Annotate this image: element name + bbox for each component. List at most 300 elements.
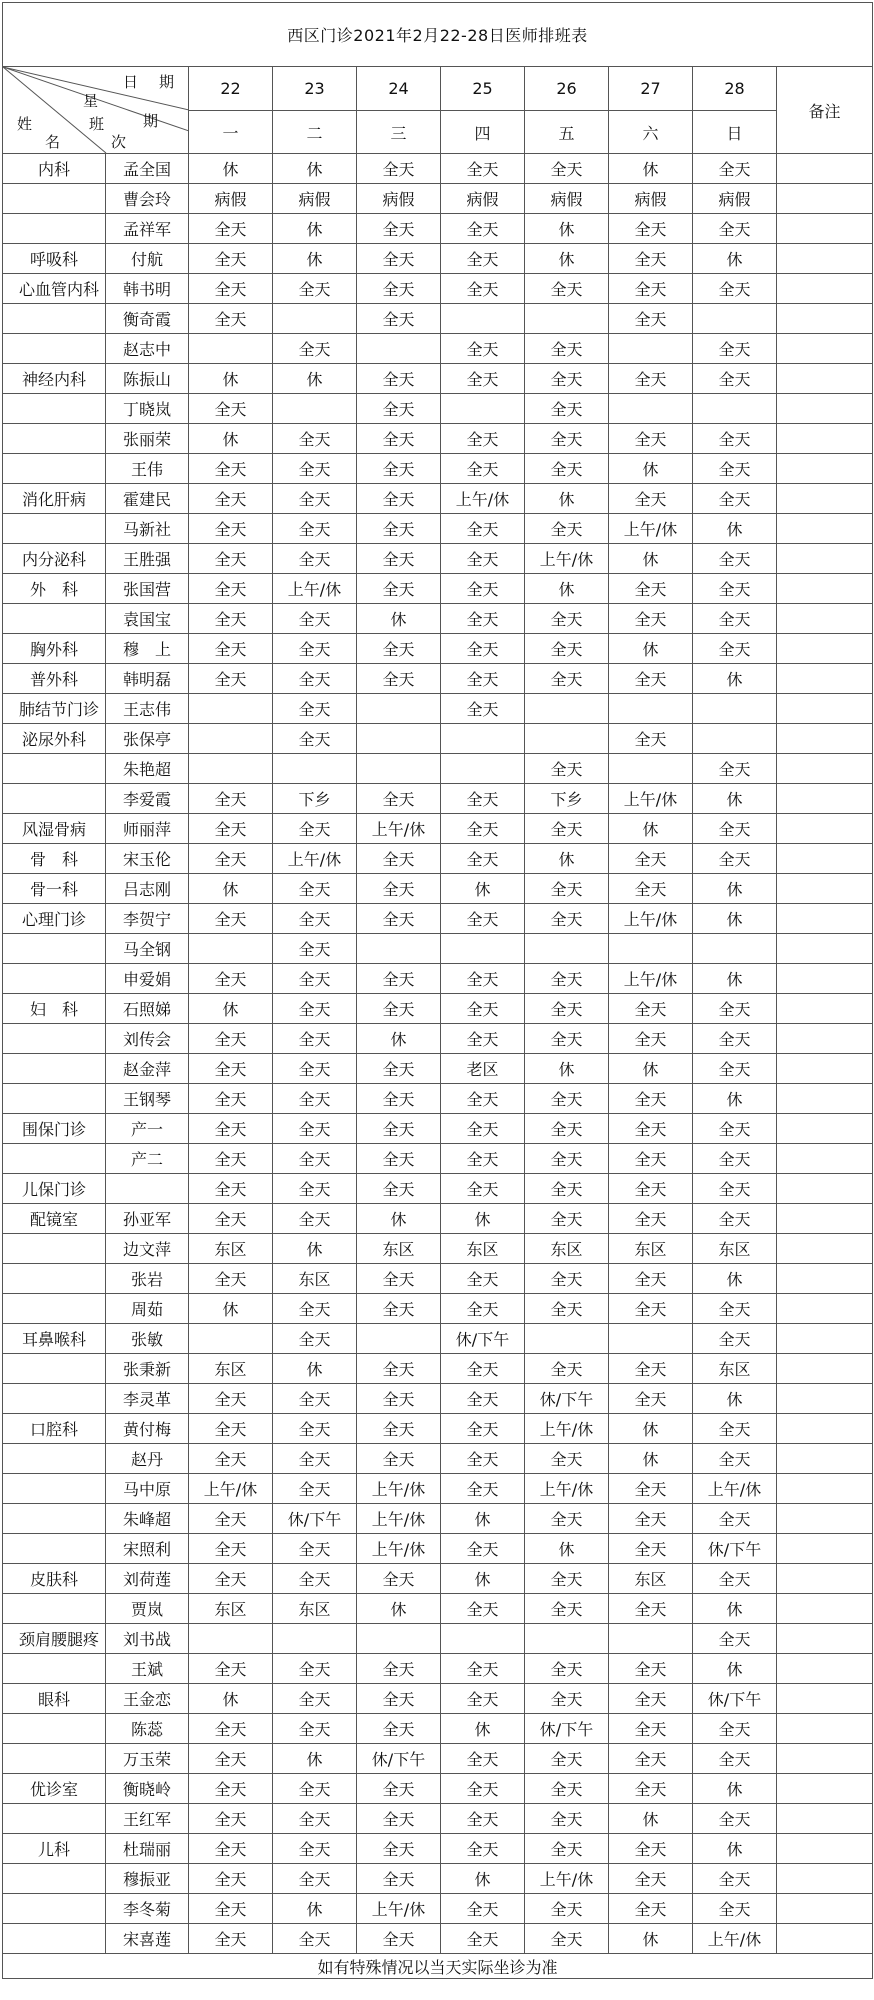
table-row: [3, 1234, 873, 1264]
shift-cell: 全天: [609, 1594, 693, 1624]
shift-cell: 全天: [273, 1474, 357, 1504]
shift-cell: 全天: [609, 1864, 693, 1894]
department-cell: [3, 754, 106, 784]
shift-cell: 全天: [189, 1714, 273, 1744]
shift-cell: 全天: [357, 1654, 441, 1684]
shift-cell: 全天: [441, 634, 525, 664]
shift-cell: 上午/休: [525, 544, 609, 574]
table-row: [3, 1324, 873, 1354]
shift-cell: [525, 694, 609, 724]
department-cell: 普外科: [3, 664, 106, 694]
table-row: [3, 214, 873, 244]
shift-cell: 全天: [441, 1744, 525, 1774]
shift-cell: 全天: [693, 1624, 777, 1654]
shift-cell: 上午/休: [609, 784, 693, 814]
shift-cell: 病假: [525, 184, 609, 214]
remark-cell: [777, 304, 873, 334]
remark-cell: [777, 814, 873, 844]
department-cell: 风湿骨病: [3, 814, 106, 844]
shift-cell: 全天: [441, 424, 525, 454]
shift-cell: 全天: [189, 1654, 273, 1684]
shift-cell: 全天: [273, 1294, 357, 1324]
shift-cell: 全天: [273, 664, 357, 694]
shift-cell: 全天: [273, 994, 357, 1024]
department-cell: [3, 1444, 106, 1474]
doctor-name-cell: 张保亭: [106, 724, 189, 754]
shift-cell: 全天: [609, 664, 693, 694]
department-cell: 内分泌科: [3, 544, 106, 574]
remark-cell: [777, 964, 873, 994]
department-cell: [3, 1804, 106, 1834]
table-row: [3, 1294, 873, 1324]
doctor-name-cell: 袁国宝: [106, 604, 189, 634]
shift-cell: 休: [189, 424, 273, 454]
table-row: [3, 394, 873, 424]
shift-cell: 全天: [273, 514, 357, 544]
shift-cell: 全天: [273, 454, 357, 484]
shift-cell: 休: [273, 214, 357, 244]
shift-cell: 休: [441, 1714, 525, 1744]
doctor-name-cell: 宋喜莲: [106, 1924, 189, 1954]
remark-cell: [777, 694, 873, 724]
shift-cell: [357, 1624, 441, 1654]
footer-row: [3, 1954, 873, 1979]
shift-cell: 休: [693, 1264, 777, 1294]
shift-cell: 全天: [525, 1024, 609, 1054]
shift-cell: 全天: [693, 334, 777, 364]
department-cell: [3, 424, 106, 454]
shift-cell: 休: [357, 1204, 441, 1234]
shift-cell: 全天: [189, 514, 273, 544]
shift-cell: 休: [693, 874, 777, 904]
doctor-name-cell: 马新社: [106, 514, 189, 544]
date-cell: 23: [273, 67, 357, 111]
shift-cell: 全天: [609, 1774, 693, 1804]
remark-cell: [777, 1384, 873, 1414]
table-row: [3, 1444, 873, 1474]
shift-cell: 休: [273, 1234, 357, 1264]
shift-cell: 全天: [189, 1264, 273, 1294]
shift-cell: 休: [273, 1354, 357, 1384]
shift-cell: 东区: [693, 1234, 777, 1264]
shift-cell: 上午/休: [525, 1414, 609, 1444]
shift-cell: [693, 694, 777, 724]
shift-cell: 全天: [189, 274, 273, 304]
shift-cell: 全天: [357, 994, 441, 1024]
remark-cell: [777, 934, 873, 964]
shift-cell: 全天: [357, 1174, 441, 1204]
shift-cell: 全天: [441, 1684, 525, 1714]
remark-cell: [777, 154, 873, 184]
shift-cell: 全天: [441, 1294, 525, 1324]
remark-cell: [777, 1294, 873, 1324]
shift-cell: 全天: [189, 394, 273, 424]
shift-cell: 全天: [441, 1084, 525, 1114]
shift-cell: 全天: [441, 1894, 525, 1924]
table-row: [3, 1714, 873, 1744]
shift-cell: [525, 1624, 609, 1654]
schedule-table: [2, 2, 873, 1979]
remark-cell: [777, 1144, 873, 1174]
shift-cell: 全天: [273, 1174, 357, 1204]
shift-cell: 全天: [525, 994, 609, 1024]
table-row: [3, 994, 873, 1024]
shift-cell: 全天: [273, 724, 357, 754]
table-row: [3, 814, 873, 844]
shift-cell: 全天: [525, 1804, 609, 1834]
shift-cell: 全天: [273, 1054, 357, 1084]
remark-cell: [777, 1774, 873, 1804]
shift-cell: 全天: [441, 1774, 525, 1804]
department-cell: [3, 1054, 106, 1084]
table-row: [3, 574, 873, 604]
remark-cell: [777, 1114, 873, 1144]
shift-cell: [609, 334, 693, 364]
shift-cell: 全天: [189, 1564, 273, 1594]
shift-cell: [357, 754, 441, 784]
shift-cell: 全天: [273, 1924, 357, 1954]
shift-cell: 全天: [189, 574, 273, 604]
shift-cell: 全天: [441, 1114, 525, 1144]
shift-cell: 全天: [609, 304, 693, 334]
table-row: [3, 634, 873, 664]
remark-cell: [777, 454, 873, 484]
remark-cell: [777, 904, 873, 934]
shift-cell: 上午/休: [357, 1894, 441, 1924]
shift-cell: 全天: [273, 1834, 357, 1864]
shift-cell: 全天: [357, 1714, 441, 1744]
shift-cell: 全天: [693, 1804, 777, 1834]
doctor-name-cell: 韩明磊: [106, 664, 189, 694]
table-row: [3, 454, 873, 484]
shift-cell: 全天: [609, 874, 693, 904]
shift-cell: 休: [525, 244, 609, 274]
shift-cell: 全天: [273, 634, 357, 664]
shift-cell: 全天: [273, 1024, 357, 1054]
shift-cell: 全天: [609, 1684, 693, 1714]
table-row: [3, 274, 873, 304]
remark-cell: [777, 1264, 873, 1294]
doctor-name-cell: 曹会玲: [106, 184, 189, 214]
shift-cell: 全天: [357, 844, 441, 874]
shift-cell: 休: [609, 634, 693, 664]
department-cell: [3, 964, 106, 994]
shift-cell: 全天: [525, 874, 609, 904]
remark-cell: [777, 574, 873, 604]
shift-cell: 全天: [357, 1384, 441, 1414]
shift-cell: [357, 694, 441, 724]
shift-cell: 全天: [609, 364, 693, 394]
shift-cell: [609, 1324, 693, 1354]
shift-cell: 全天: [525, 634, 609, 664]
table-row: [3, 424, 873, 454]
shift-cell: 全天: [609, 1084, 693, 1114]
shift-cell: 全天: [273, 544, 357, 574]
shift-cell: 全天: [525, 664, 609, 694]
remark-cell: [777, 364, 873, 394]
shift-cell: 全天: [693, 1744, 777, 1774]
shift-cell: 休: [693, 1834, 777, 1864]
remark-cell: [777, 724, 873, 754]
department-cell: [3, 1024, 106, 1054]
remark-header: 备注: [777, 67, 873, 154]
shift-cell: 全天: [441, 1924, 525, 1954]
shift-cell: 全天: [693, 1504, 777, 1534]
table-row: [3, 304, 873, 334]
doctor-name-cell: 霍建民: [106, 484, 189, 514]
shift-cell: 全天: [357, 1684, 441, 1714]
doctor-name-cell: 李爱霞: [106, 784, 189, 814]
shift-cell: 全天: [693, 1414, 777, 1444]
shift-cell: 全天: [693, 1324, 777, 1354]
remark-cell: [777, 844, 873, 874]
shift-cell: 全天: [693, 604, 777, 634]
header-week-label: 星: [83, 92, 102, 110]
shift-cell: 全天: [693, 1294, 777, 1324]
shift-cell: 全天: [609, 1354, 693, 1384]
shift-cell: 休: [693, 1774, 777, 1804]
department-cell: 优诊室: [3, 1774, 106, 1804]
doctor-name-cell: 师丽萍: [106, 814, 189, 844]
shift-cell: 全天: [273, 1114, 357, 1144]
shift-cell: 全天: [525, 364, 609, 394]
remark-cell: [777, 1414, 873, 1444]
table-row: [3, 154, 873, 184]
shift-cell: 全天: [189, 1204, 273, 1234]
shift-cell: 休: [693, 664, 777, 694]
shift-cell: 休: [273, 154, 357, 184]
department-cell: [3, 394, 106, 424]
doctor-name-cell: 朱峰超: [106, 1504, 189, 1534]
shift-cell: 病假: [609, 184, 693, 214]
shift-cell: 上午/休: [273, 574, 357, 604]
table-row: [3, 1114, 873, 1144]
weekday-cell: 四: [441, 111, 525, 154]
shift-cell: 病假: [273, 184, 357, 214]
remark-cell: [777, 244, 873, 274]
doctor-name-cell: 申爱娟: [106, 964, 189, 994]
doctor-name-cell: 宋照利: [106, 1534, 189, 1564]
shift-cell: 全天: [441, 694, 525, 724]
remark-cell: [777, 664, 873, 694]
shift-cell: 上午/休: [189, 1474, 273, 1504]
shift-cell: [609, 754, 693, 784]
shift-cell: 全天: [693, 1714, 777, 1744]
shift-cell: 全天: [441, 244, 525, 274]
table-row: [3, 664, 873, 694]
department-cell: [3, 514, 106, 544]
shift-cell: [189, 694, 273, 724]
shift-cell: 全天: [357, 784, 441, 814]
table-row: [3, 904, 873, 934]
shift-cell: [189, 724, 273, 754]
shift-cell: 休: [189, 154, 273, 184]
doctor-name-cell: 王志伟: [106, 694, 189, 724]
doctor-name-cell: 韩书明: [106, 274, 189, 304]
shift-cell: 全天: [357, 1774, 441, 1804]
shift-cell: [441, 304, 525, 334]
department-cell: [3, 1714, 106, 1744]
shift-cell: 休: [693, 1654, 777, 1684]
shift-cell: 全天: [609, 1264, 693, 1294]
shift-cell: 全天: [693, 544, 777, 574]
department-cell: [3, 1864, 106, 1894]
header-order-label: 次: [111, 133, 130, 151]
shift-cell: 休: [609, 454, 693, 484]
shift-cell: 东区: [189, 1354, 273, 1384]
shift-cell: 东区: [609, 1234, 693, 1264]
shift-cell: 全天: [441, 1654, 525, 1684]
department-cell: 围保门诊: [3, 1114, 106, 1144]
shift-cell: 全天: [609, 1174, 693, 1204]
shift-cell: 全天: [189, 1924, 273, 1954]
shift-cell: [357, 724, 441, 754]
department-cell: [3, 1144, 106, 1174]
shift-cell: 全天: [273, 424, 357, 454]
shift-cell: 全天: [525, 1504, 609, 1534]
shift-cell: 东区: [189, 1234, 273, 1264]
shift-cell: 全天: [273, 934, 357, 964]
shift-cell: 全天: [273, 814, 357, 844]
shift-cell: 全天: [441, 334, 525, 364]
shift-cell: 上午/休: [693, 1474, 777, 1504]
shift-cell: 全天: [273, 1084, 357, 1114]
department-cell: [3, 454, 106, 484]
weekday-cell: 一: [189, 111, 273, 154]
shift-cell: 全天: [273, 1384, 357, 1414]
table-row: [3, 964, 873, 994]
header-shift-label: 班: [89, 115, 108, 133]
shift-cell: 全天: [441, 1384, 525, 1414]
department-cell: 内科: [3, 154, 106, 184]
shift-cell: [525, 304, 609, 334]
shift-cell: 全天: [189, 634, 273, 664]
department-cell: 妇 科: [3, 994, 106, 1024]
shift-cell: 全天: [189, 1054, 273, 1084]
remark-cell: [777, 1234, 873, 1264]
remark-cell: [777, 214, 873, 244]
shift-cell: 休: [693, 964, 777, 994]
weekday-cell: 日: [693, 111, 777, 154]
department-cell: [3, 1384, 106, 1414]
shift-cell: 全天: [189, 1114, 273, 1144]
table-row: [3, 184, 873, 214]
shift-cell: 全天: [525, 1774, 609, 1804]
shift-cell: 全天: [189, 244, 273, 274]
shift-cell: 东区: [693, 1354, 777, 1384]
shift-cell: 全天: [357, 304, 441, 334]
doctor-name-cell: 赵丹: [106, 1444, 189, 1474]
shift-cell: 全天: [273, 1804, 357, 1834]
shift-cell: 全天: [441, 544, 525, 574]
shift-cell: 全天: [273, 484, 357, 514]
shift-cell: 全天: [189, 544, 273, 574]
doctor-name-cell: 石照娣: [106, 994, 189, 1024]
department-cell: 耳鼻喉科: [3, 1324, 106, 1354]
shift-cell: 休: [189, 874, 273, 904]
shift-cell: 全天: [357, 1084, 441, 1114]
doctor-name-cell: 李贺宁: [106, 904, 189, 934]
shift-cell: 休: [693, 1084, 777, 1114]
shift-cell: 全天: [441, 664, 525, 694]
table-row: [3, 1564, 873, 1594]
shift-cell: 全天: [189, 1864, 273, 1894]
shift-cell: [441, 724, 525, 754]
doctor-name-cell: 王胜强: [106, 544, 189, 574]
table-row: [3, 1144, 873, 1174]
shift-cell: 全天: [357, 574, 441, 604]
shift-cell: 全天: [357, 244, 441, 274]
shift-cell: 全天: [273, 1204, 357, 1234]
shift-cell: 全天: [357, 1804, 441, 1834]
shift-cell: 全天: [189, 784, 273, 814]
shift-cell: 全天: [525, 814, 609, 844]
shift-cell: 上午/休: [693, 1924, 777, 1954]
shift-cell: 全天: [609, 604, 693, 634]
shift-cell: [273, 1624, 357, 1654]
shift-cell: 全天: [441, 214, 525, 244]
date-cell: 25: [441, 67, 525, 111]
shift-cell: 东区: [357, 1234, 441, 1264]
doctor-name-cell: 穆 上: [106, 634, 189, 664]
shift-cell: 全天: [609, 1294, 693, 1324]
shift-cell: 老区: [441, 1054, 525, 1084]
shift-cell: 全天: [693, 814, 777, 844]
shift-cell: 全天: [441, 1414, 525, 1444]
shift-cell: [525, 934, 609, 964]
table-row: [3, 544, 873, 574]
shift-cell: 全天: [441, 1534, 525, 1564]
shift-cell: 全天: [609, 1144, 693, 1174]
department-cell: [3, 1084, 106, 1114]
shift-cell: 全天: [357, 274, 441, 304]
shift-cell: 全天: [273, 1414, 357, 1444]
shift-cell: 全天: [441, 1594, 525, 1624]
shift-cell: 休: [273, 1894, 357, 1924]
shift-cell: 全天: [441, 604, 525, 634]
shift-cell: 东区: [273, 1264, 357, 1294]
shift-cell: 全天: [609, 1024, 693, 1054]
shift-cell: 全天: [189, 1774, 273, 1804]
table-row: [3, 514, 873, 544]
shift-cell: 全天: [441, 1174, 525, 1204]
doctor-name-cell: 产一: [106, 1114, 189, 1144]
table-row: [3, 1474, 873, 1504]
doctor-name-cell: 马全钢: [106, 934, 189, 964]
shift-cell: [609, 394, 693, 424]
remark-cell: [777, 1444, 873, 1474]
shift-cell: [441, 754, 525, 784]
shift-cell: 休: [525, 214, 609, 244]
shift-cell: 全天: [273, 1144, 357, 1174]
shift-cell: 全天: [693, 424, 777, 454]
shift-cell: 全天: [609, 994, 693, 1024]
doctor-name-cell: [106, 1174, 189, 1204]
shift-cell: 全天: [441, 514, 525, 544]
table-row: [3, 874, 873, 904]
shift-cell: 全天: [693, 1444, 777, 1474]
remark-cell: [777, 334, 873, 364]
shift-cell: 全天: [525, 1114, 609, 1144]
doctor-name-cell: 万玉荣: [106, 1744, 189, 1774]
table-row: [3, 1894, 873, 1924]
shift-cell: [357, 934, 441, 964]
shift-cell: 全天: [441, 1354, 525, 1384]
shift-cell: 全天: [189, 454, 273, 484]
shift-cell: 休: [441, 1204, 525, 1234]
table-row: [3, 334, 873, 364]
shift-cell: [273, 754, 357, 784]
